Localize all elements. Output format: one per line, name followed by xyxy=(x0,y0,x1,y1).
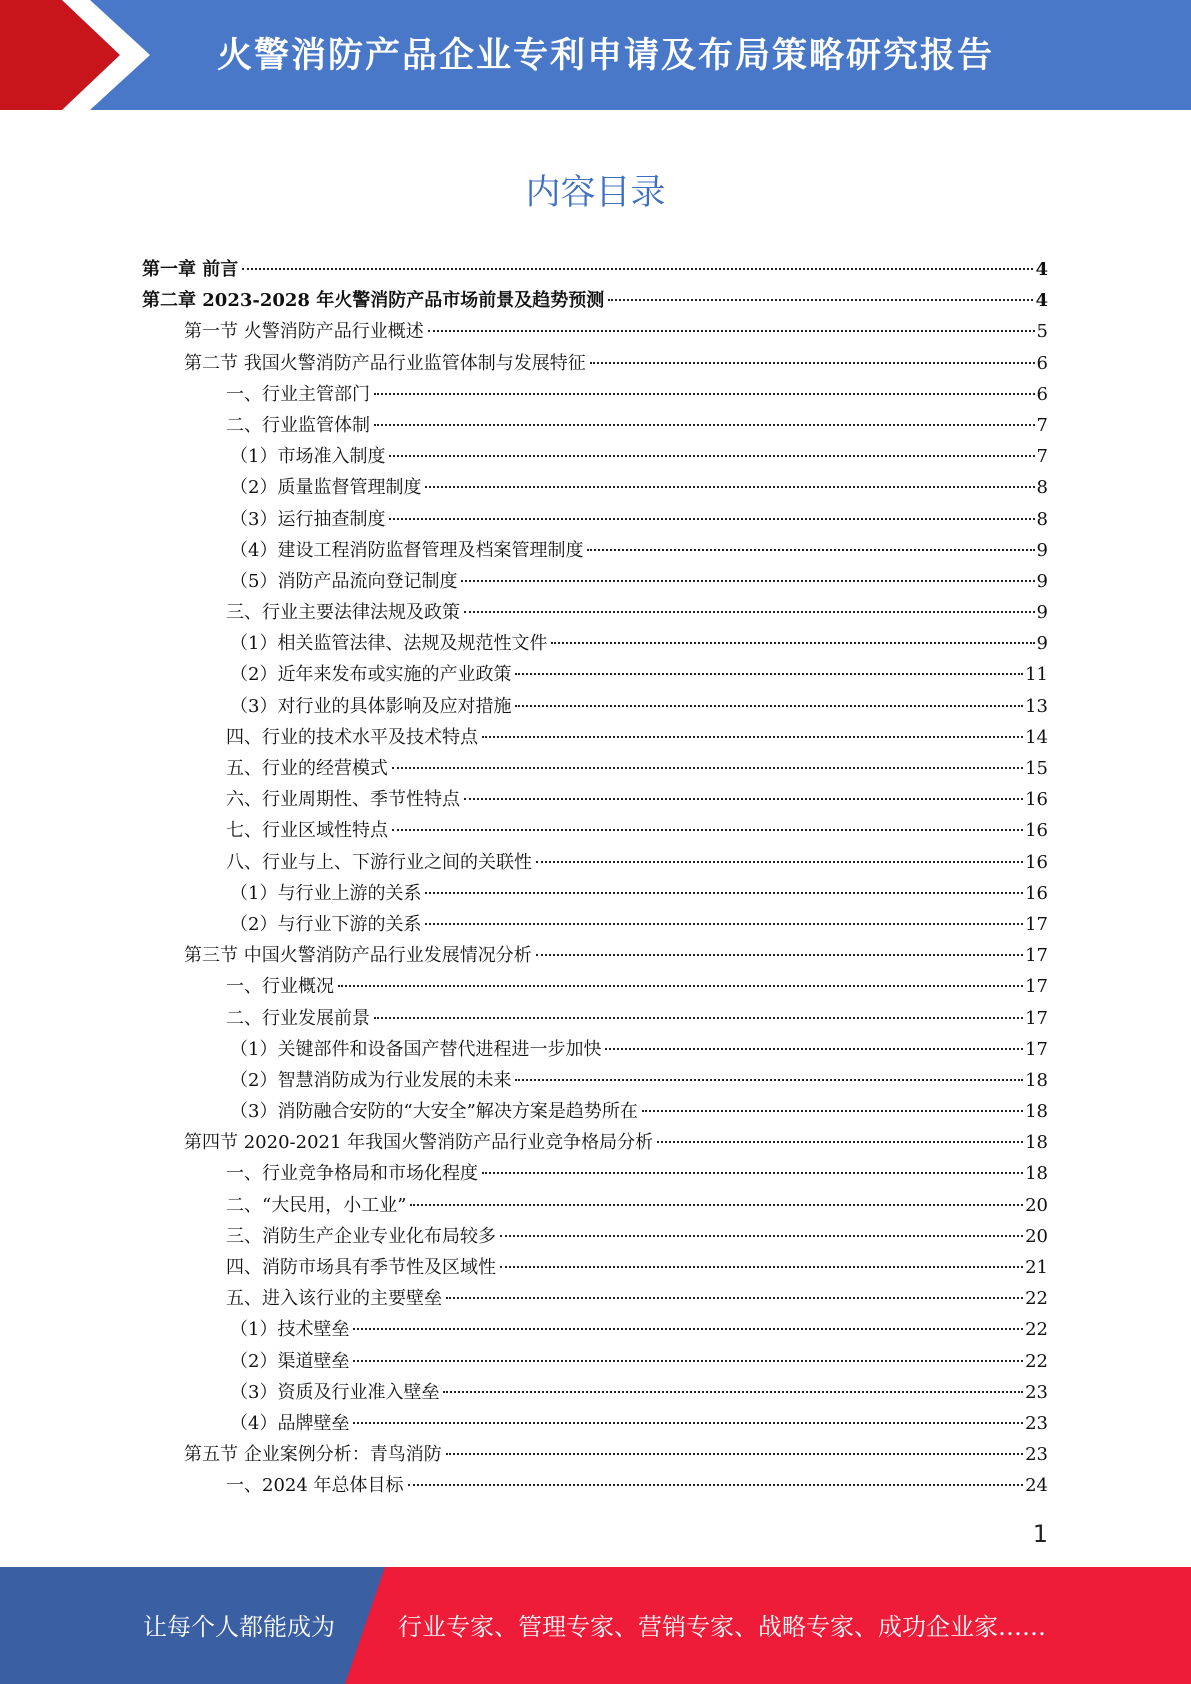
toc-entry[interactable] xyxy=(142,1377,1048,1408)
toc-entry[interactable] xyxy=(142,971,1048,1002)
toc-leader-dots xyxy=(242,268,1033,270)
toc-entry-page: 5 xyxy=(1036,321,1048,343)
toc-leader-dots xyxy=(428,330,1035,332)
toc-entry-page: 6 xyxy=(1036,383,1048,405)
toc-entry-text: 二、“大民用，小工业” xyxy=(226,1194,407,1216)
toc-entry[interactable] xyxy=(142,691,1048,722)
toc-entry[interactable] xyxy=(142,1408,1048,1439)
toc-entry-text: （2）渠道壁垒 xyxy=(230,1350,350,1372)
toc-entry-text: 四、行业的技术水平及技术特点 xyxy=(226,726,478,748)
toc-entry-text: （1）关键部件和设备国产替代进程进一步加快 xyxy=(230,1038,602,1060)
toc-entry[interactable] xyxy=(142,1190,1048,1221)
toc-leader-dots xyxy=(338,985,1023,987)
toc-entry-text: 第四节 2020-2021 年我国火警消防产品行业竞争格局分析 xyxy=(184,1132,654,1154)
toc-entry[interactable] xyxy=(142,1127,1048,1158)
toc-entry-page: 20 xyxy=(1025,1225,1048,1247)
toc-leader-dots xyxy=(482,1172,1023,1174)
toc-entry-text: （3）资质及行业准入壁垒 xyxy=(230,1381,440,1403)
toc-leader-dots xyxy=(374,393,1035,395)
toc-entry-text: （3）消防融合安防的“大安全”解决方案是趋势所在 xyxy=(230,1101,638,1123)
toc-entry-text: （2）智慧消防成为行业发展的未来 xyxy=(230,1069,512,1091)
footer-slogan-right: 行业专家、管理专家、营销专家、战略专家、成功企业家…… xyxy=(398,1613,1046,1641)
toc-entry-text: 八、行业与上、下游行业之间的关联性 xyxy=(226,851,532,873)
toc-entry-page: 4 xyxy=(1035,290,1048,312)
toc-entry-text: 第一节 火警消防产品行业概述 xyxy=(184,321,424,343)
toc-entry[interactable] xyxy=(142,909,1048,940)
toc-entry-page: 8 xyxy=(1036,508,1048,530)
toc-entry[interactable] xyxy=(142,628,1048,659)
toc-entry-page: 17 xyxy=(1025,913,1048,935)
toc-leader-dots xyxy=(482,736,1023,738)
toc-entry-text: 第五节 企业案例分析：青鸟消防 xyxy=(184,1444,442,1466)
toc-entry-page: 13 xyxy=(1025,695,1048,717)
toc-entry-page: 23 xyxy=(1025,1444,1048,1466)
toc-entry[interactable] xyxy=(142,1221,1048,1252)
toc-entry-page: 17 xyxy=(1025,976,1048,998)
toc-entry-text: （3）对行业的具体影响及应对措施 xyxy=(230,695,512,717)
toc-entry[interactable] xyxy=(142,1252,1048,1283)
toc-entry-text: （3）运行抽查制度 xyxy=(230,508,386,530)
toc-entry[interactable] xyxy=(142,1283,1048,1314)
toc-entry-page: 21 xyxy=(1025,1257,1048,1278)
toc-entry[interactable] xyxy=(142,1346,1048,1377)
toc-leader-dots xyxy=(657,1141,1023,1143)
toc-leader-dots xyxy=(515,673,1023,675)
toc-entry-text: （5）消防产品流向登记制度 xyxy=(230,570,458,592)
toc-entry-text: 六、行业周期性、季节性特点 xyxy=(226,789,460,811)
toc-entry[interactable] xyxy=(142,878,1048,909)
toc-leader-dots xyxy=(425,486,1034,488)
toc-leader-dots xyxy=(551,642,1034,644)
toc-entry-page: 18 xyxy=(1025,1132,1048,1154)
toc-entry[interactable] xyxy=(142,1470,1048,1501)
toc-entry-text: 三、消防生产企业专业化布局较多 xyxy=(226,1225,496,1247)
toc-entry-page: 18 xyxy=(1025,1163,1048,1185)
toc-leader-dots xyxy=(461,580,1034,582)
toc-leader-dots xyxy=(353,1422,1023,1424)
toc-heading: 内容目录 xyxy=(525,173,666,213)
toc-entry[interactable] xyxy=(142,1034,1048,1065)
toc-entry-page: 9 xyxy=(1036,539,1048,561)
toc-entry[interactable] xyxy=(142,1158,1048,1189)
toc-entry-page: 9 xyxy=(1036,633,1048,655)
toc-entry[interactable] xyxy=(142,504,1048,535)
toc-entry-page: 17 xyxy=(1025,945,1048,967)
toc-leader-dots xyxy=(425,923,1023,925)
toc-entry-page: 22 xyxy=(1025,1319,1048,1341)
toc-entry[interactable] xyxy=(142,1003,1048,1034)
toc-leader-dots xyxy=(608,299,1033,301)
toc-entry-text: 第一章 前言 xyxy=(142,259,239,280)
toc-entry[interactable] xyxy=(142,285,1048,316)
toc-entry-page: 23 xyxy=(1025,1381,1048,1403)
toc-entry-text: 一、行业概况 xyxy=(226,976,334,998)
toc-entry-page: 22 xyxy=(1025,1350,1048,1372)
toc-leader-dots xyxy=(536,861,1023,863)
toc-entry[interactable] xyxy=(142,254,1048,285)
toc-entry-text: （1）技术壁垒 xyxy=(230,1319,350,1341)
toc-entry-text: （4）品牌壁垒 xyxy=(230,1412,350,1434)
toc-entry[interactable] xyxy=(142,472,1048,503)
toc-entry-text: 一、行业主管部门 xyxy=(226,383,370,405)
toc-leader-dots xyxy=(392,829,1023,831)
toc-entry-page: 11 xyxy=(1025,664,1048,686)
toc-entry-text: 二、行业监管体制 xyxy=(226,414,370,436)
toc-leader-dots xyxy=(590,362,1035,364)
toc-entry-text: （1）与行业上游的关系 xyxy=(230,882,422,904)
toc-entry[interactable] xyxy=(142,441,1048,472)
toc-entry[interactable] xyxy=(142,566,1048,597)
toc-leader-dots xyxy=(587,549,1034,551)
toc-entry-text: 第三节 中国火警消防产品行业发展情况分析 xyxy=(184,945,532,967)
toc-leader-dots xyxy=(353,1328,1023,1330)
toc-entry-text: 二、行业发展前景 xyxy=(226,1007,370,1029)
toc-entry-page: 16 xyxy=(1025,789,1048,811)
toc-entry[interactable] xyxy=(142,784,1048,815)
toc-entry[interactable] xyxy=(142,535,1048,566)
toc-entry-page: 17 xyxy=(1025,1038,1048,1060)
toc-entry-page: 22 xyxy=(1025,1288,1048,1310)
toc-entry-page: 8 xyxy=(1036,477,1048,499)
toc-entry[interactable] xyxy=(142,1439,1048,1470)
toc-entry[interactable] xyxy=(142,659,1048,690)
toc-entry-page: 16 xyxy=(1025,820,1048,842)
toc-leader-dots xyxy=(446,1297,1023,1299)
footer-slogan-left: 让每个人都能成为 xyxy=(143,1613,335,1641)
toc-entry[interactable] xyxy=(142,753,1048,784)
toc-leader-dots xyxy=(425,892,1023,894)
toc-entry-page: 9 xyxy=(1036,602,1048,624)
toc-leader-dots xyxy=(464,798,1023,800)
page-number: 1 xyxy=(1032,1520,1048,1548)
toc-leader-dots xyxy=(408,1484,1024,1486)
toc-entry-text: 五、进入该行业的主要壁垒 xyxy=(226,1288,442,1310)
toc-entry-text: （2）质量监督管理制度 xyxy=(230,477,422,499)
toc-entry-text: 一、2024 年总体目标 xyxy=(226,1475,404,1497)
toc-entry-text: （4）建设工程消防监督管理及档案管理制度 xyxy=(230,539,584,561)
toc-leader-dots xyxy=(392,767,1023,769)
toc-entry[interactable] xyxy=(142,597,1048,628)
footer-banner xyxy=(0,1567,1191,1684)
toc-entry[interactable] xyxy=(142,815,1048,846)
toc-entry[interactable] xyxy=(142,722,1048,753)
toc-entry-page: 15 xyxy=(1025,758,1048,779)
toc-entry[interactable] xyxy=(142,379,1048,410)
toc-entry[interactable] xyxy=(142,940,1048,971)
toc-leader-dots xyxy=(446,1453,1023,1455)
toc-entry-text: （2）近年来发布或实施的产业政策 xyxy=(230,664,512,686)
toc-entry-page: 7 xyxy=(1036,446,1048,468)
toc-leader-dots xyxy=(443,1391,1023,1393)
toc-leader-dots xyxy=(389,455,1034,457)
toc-entry-page: 23 xyxy=(1025,1412,1048,1434)
toc-entry[interactable] xyxy=(142,847,1048,878)
toc-entry-text: 第二节 我国火警消防产品行业监管体制与发展特征 xyxy=(184,352,586,374)
toc-leader-dots xyxy=(500,1235,1023,1237)
toc-leader-dots xyxy=(536,954,1023,956)
toc-entry-page: 16 xyxy=(1025,851,1048,873)
toc-entry-page: 6 xyxy=(1036,352,1048,374)
toc-entry-page: 18 xyxy=(1025,1069,1048,1091)
toc-leader-dots xyxy=(410,1204,1023,1206)
toc-entry-page: 9 xyxy=(1036,570,1048,592)
toc-entry[interactable] xyxy=(142,1096,1048,1127)
toc-leader-dots xyxy=(515,1079,1023,1081)
toc-leader-dots xyxy=(353,1360,1023,1362)
table-of-contents xyxy=(142,254,1048,1502)
toc-entry-page: 17 xyxy=(1025,1007,1048,1029)
toc-entry-text: （2）与行业下游的关系 xyxy=(230,913,422,935)
toc-entry-text: （1）相关监管法律、法规及规范性文件 xyxy=(230,633,548,655)
toc-entry-page: 20 xyxy=(1025,1194,1048,1216)
toc-entry-page: 18 xyxy=(1025,1101,1048,1123)
toc-entry[interactable] xyxy=(142,1314,1048,1345)
toc-entry-page: 16 xyxy=(1025,882,1048,904)
toc-entry-text: 一、行业竞争格局和市场化程度 xyxy=(226,1163,478,1185)
toc-leader-dots xyxy=(374,1017,1023,1019)
toc-entry-page: 7 xyxy=(1036,414,1048,436)
toc-entry[interactable] xyxy=(142,348,1048,379)
toc-leader-dots xyxy=(389,518,1034,520)
toc-entry-text: 四、消防市场具有季节性及区域性 xyxy=(226,1257,496,1278)
toc-entry[interactable] xyxy=(142,316,1048,347)
toc-leader-dots xyxy=(374,424,1035,426)
toc-entry-text: 第二章 2023-2028 年火警消防产品市场前景及趋势预测 xyxy=(142,290,605,312)
toc-leader-dots xyxy=(605,1048,1023,1050)
toc-entry-text: 五、行业的经营模式 xyxy=(226,758,388,779)
toc-entry-page: 14 xyxy=(1025,726,1048,748)
toc-entry[interactable] xyxy=(142,1065,1048,1096)
toc-leader-dots xyxy=(515,705,1023,707)
toc-entry-text: 七、行业区域性特点 xyxy=(226,820,388,842)
toc-entry-page: 24 xyxy=(1025,1475,1048,1497)
toc-entry-text: 三、行业主要法律法规及政策 xyxy=(226,602,460,624)
toc-entry-page: 4 xyxy=(1035,259,1048,280)
header-banner xyxy=(0,0,1191,110)
toc-leader-dots xyxy=(500,1266,1023,1268)
toc-entry-text: （1）市场准入制度 xyxy=(230,446,386,468)
toc-entry[interactable] xyxy=(142,410,1048,441)
toc-leader-dots xyxy=(464,611,1035,613)
report-title: 火警消防产品企业专利申请及布局策略研究报告 xyxy=(216,36,994,76)
toc-leader-dots xyxy=(642,1110,1023,1112)
